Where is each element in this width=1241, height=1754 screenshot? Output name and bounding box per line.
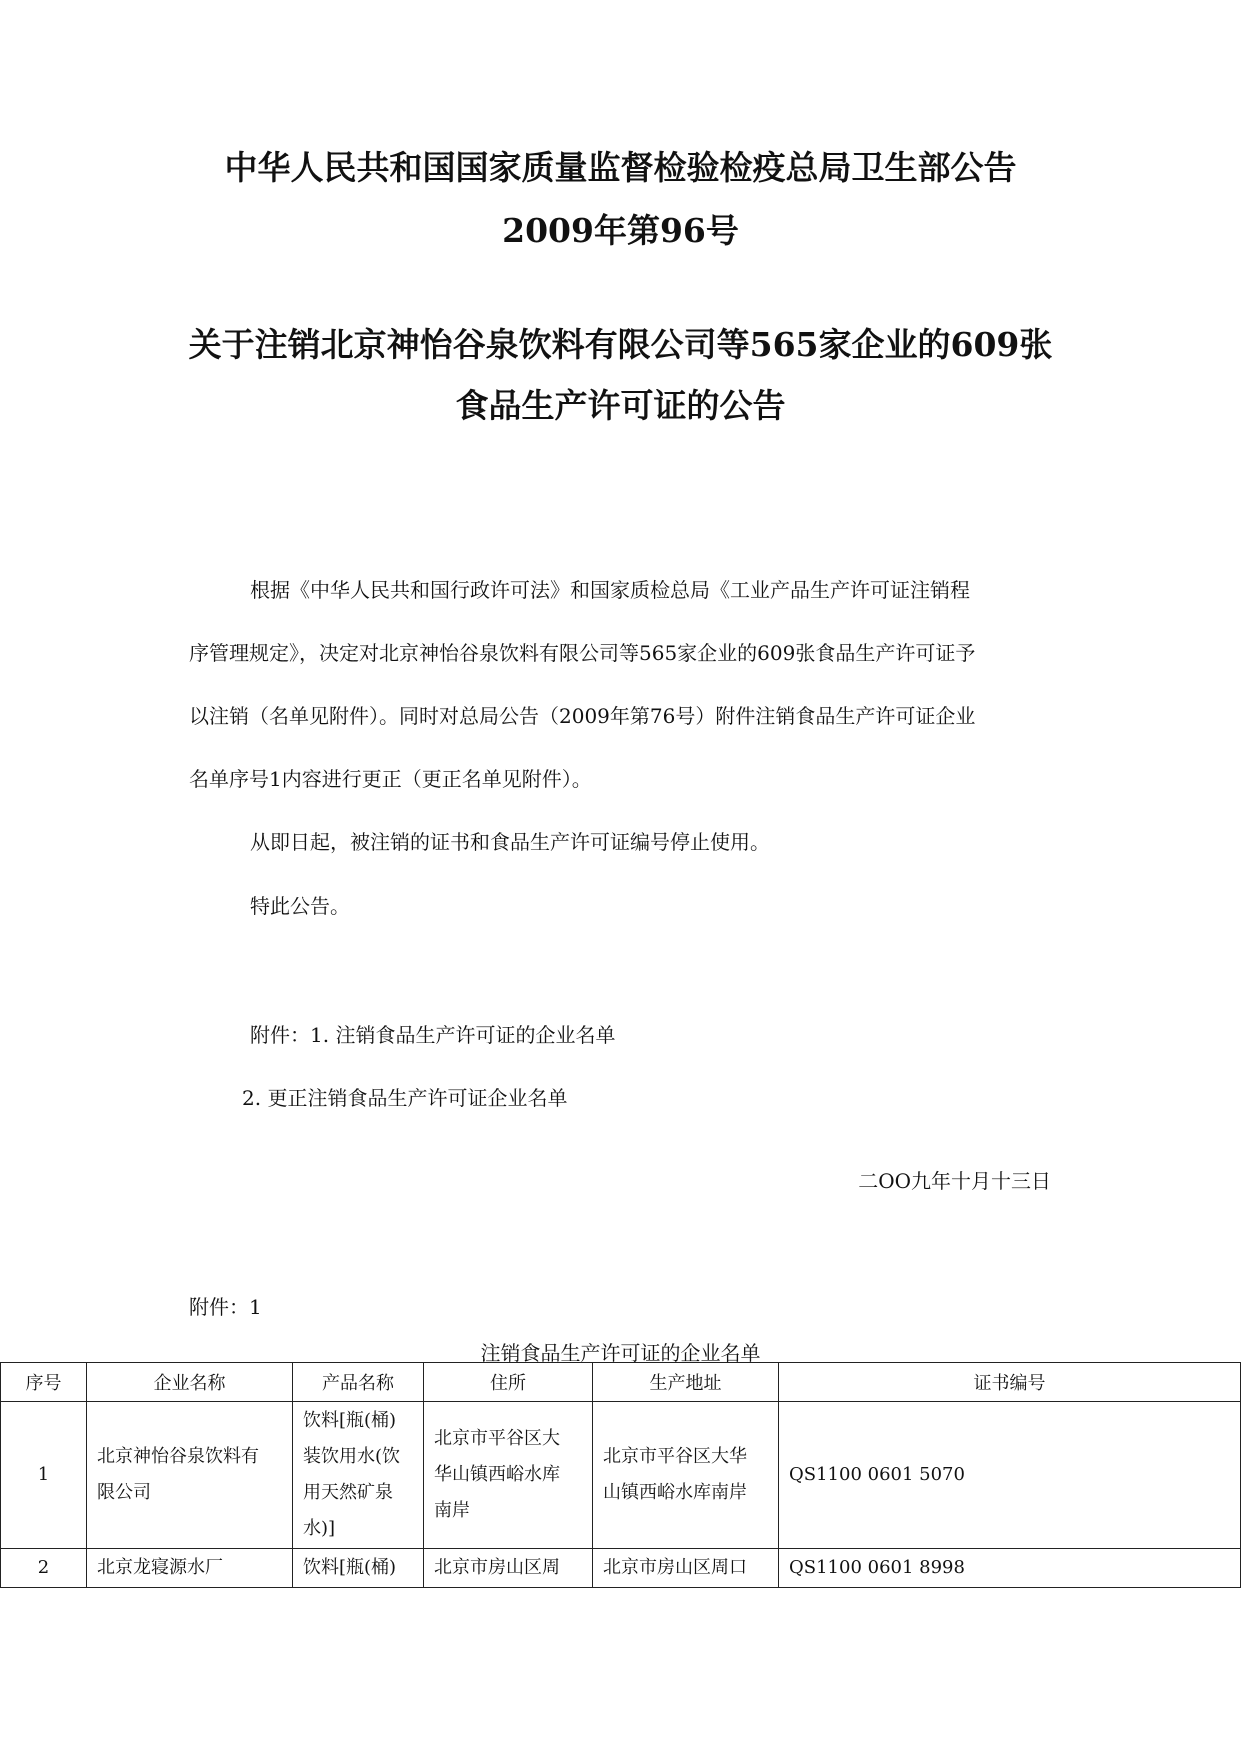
cell-product bbox=[293, 1402, 424, 1549]
column-header: 企业名称 bbox=[87, 1363, 293, 1402]
body-paragraph-line: 以注销（名单见附件）。同时对总局公告（2009年第76号）附件注销食品生产许可证企业 bbox=[189, 704, 976, 728]
cell-no: 2 bbox=[1, 1549, 87, 1588]
cell-company: 北京龙寝源水厂 bbox=[87, 1549, 293, 1588]
cell-certificate-number: QS1100 0601 5070 bbox=[779, 1402, 1241, 1549]
column-header: 产品名称 bbox=[293, 1363, 424, 1402]
cell-production-address bbox=[593, 1402, 779, 1549]
cell-certificate-number: QS1100 0601 8998 bbox=[779, 1549, 1241, 1588]
body-paragraph-line: 序管理规定》，决定对北京神怡谷泉饮料有限公司等565家企业的609张食品生产许可证予 bbox=[189, 641, 976, 665]
cell-line: 北京市平谷区大华 bbox=[603, 1446, 747, 1467]
column-header: 序号 bbox=[1, 1363, 87, 1402]
cell-line: 饮料[瓶(桶) bbox=[303, 1410, 397, 1431]
attachment-item: 2. 更正注销食品生产许可证企业名单 bbox=[242, 1086, 568, 1110]
announcement-number: 2009年第96号 bbox=[502, 211, 739, 250]
page-title: 中华人民共和国国家质量监督检验检疫总局卫生部公告 bbox=[224, 148, 1017, 187]
table-row bbox=[1, 1402, 1241, 1549]
issue-date: 二OO九年十月十三日 bbox=[858, 1169, 1051, 1193]
cell-line: 水)] bbox=[303, 1518, 336, 1539]
notice-subtitle-line1: 关于注销北京神怡谷泉饮料有限公司等565家企业的609张 bbox=[188, 325, 1053, 364]
cell-product: 饮料[瓶(桶) bbox=[293, 1549, 424, 1588]
body-paragraph-line: 根据《中华人民共和国行政许可法》和国家质检总局《工业产品生产许可证注销程 bbox=[250, 578, 970, 602]
cell-line: 南岸 bbox=[434, 1500, 470, 1521]
cell-line: 山镇西峪水库南岸 bbox=[603, 1482, 747, 1503]
table-row bbox=[1, 1549, 1241, 1588]
cell-line: 限公司 bbox=[97, 1482, 151, 1503]
body-paragraph: 从即日起，被注销的证书和食品生产许可证编号停止使用。 bbox=[250, 830, 770, 854]
attachment-item: 附件：1. 注销食品生产许可证的企业名单 bbox=[250, 1023, 616, 1047]
column-header: 证书编号 bbox=[779, 1363, 1241, 1402]
table-title: 注销食品生产许可证的企业名单 bbox=[480, 1341, 761, 1365]
annex-label: 附件：1 bbox=[189, 1295, 262, 1319]
cell-line: 用天然矿泉 bbox=[303, 1482, 393, 1503]
company-list-table bbox=[0, 1362, 1241, 1588]
column-header: 生产地址 bbox=[593, 1363, 779, 1402]
cell-line: 装饮用水(饮 bbox=[303, 1446, 401, 1467]
cell-production-address: 北京市房山区周口 bbox=[593, 1549, 779, 1588]
table-header-row bbox=[1, 1363, 1241, 1402]
notice-subtitle-line2: 食品生产许可证的公告 bbox=[455, 386, 786, 425]
cell-company bbox=[87, 1402, 293, 1549]
cell-address bbox=[424, 1402, 593, 1549]
cell-address: 北京市房山区周 bbox=[424, 1549, 593, 1588]
cell-line: 北京神怡谷泉饮料有 bbox=[97, 1446, 259, 1467]
body-closing: 特此公告。 bbox=[250, 894, 350, 918]
cell-line: 华山镇西峪水库 bbox=[434, 1464, 560, 1485]
cell-line: 北京市平谷区大 bbox=[434, 1428, 560, 1449]
cell-no: 1 bbox=[1, 1402, 87, 1549]
body-paragraph-line: 名单序号1内容进行更正（更正名单见附件）。 bbox=[189, 767, 592, 791]
column-header: 住所 bbox=[424, 1363, 593, 1402]
